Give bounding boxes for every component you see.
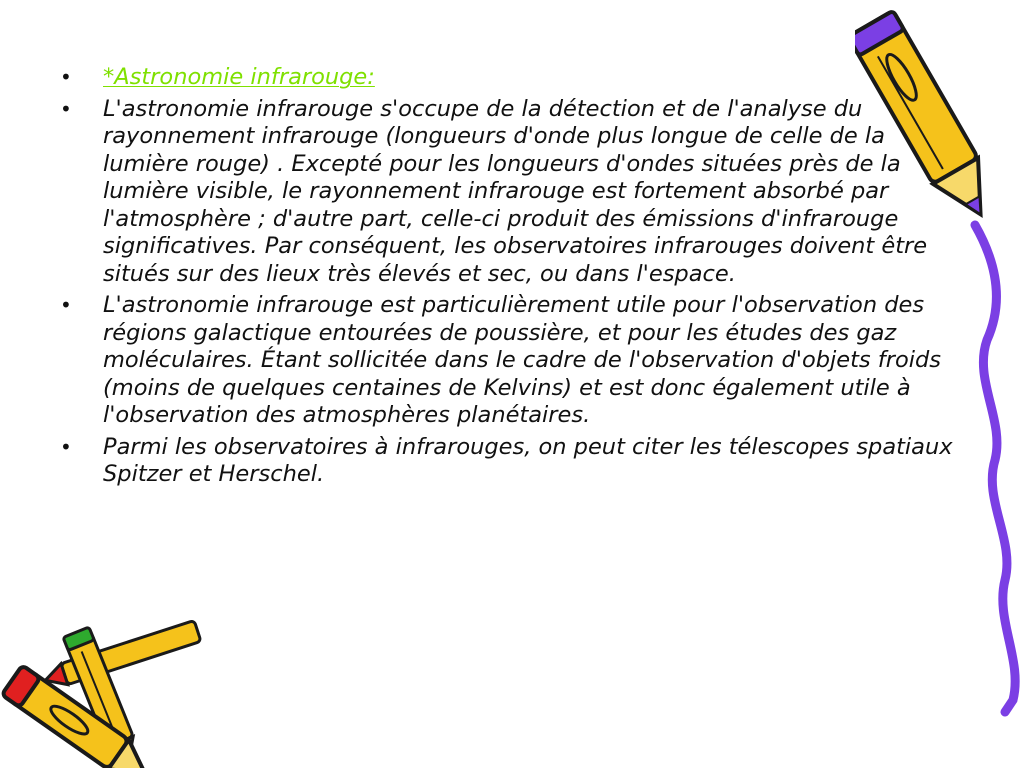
paragraph-text: L'astronomie infrarouge s'occupe de la détection et de l'analyse du rayonnement infrarouge (longueurs d'onde plus longue de celle de la lumière rouge) . Excepté pour les longueurs d'ondes situées près de la lumière visible, le rayonnement infrarouge est fortement absorbé par l'atmosphère ; d'autre part, celle-ci produit des émissions d'infrarouge significatives. Par conséquent, les observatoires infrarouges doivent être situés sur des lieux très élevés et sec, ou dans l'espace. [103,95,928,287]
bullet-dot: • [60,96,72,121]
pencils-clipart-icon [0,616,210,768]
slide-content [58,64,973,493]
bullet-dot: • [60,65,72,89]
pencil-clipart-icon [855,0,1024,730]
bullet-list [58,64,973,489]
heading-item [58,64,973,92]
bullet-dot: • [60,293,72,317]
bullet-dot: • [60,434,72,459]
paragraph-text: L'astronomie infrarouge est particulièrement utile pour l'observation des régions galactique entourées de poussière, et pour les études des gaz moléculaires. Étant sollicitée dans le cadre de l'observation d'objets froids (moins de quelques centaines de Kelvins) et est donc également utile à l'observation des atmosphères planétaires. [103,292,941,428]
heading-link[interactable]: *Astronomie infrarouge: [103,64,375,90]
paragraph-item [58,434,973,489]
paragraph-item [58,96,973,289]
paragraph-text: Parmi les observatoires à infrarouges, on peut citer les télescopes spatiaux Spitzer et Herschel. [103,433,953,487]
paragraph-item [58,292,973,430]
